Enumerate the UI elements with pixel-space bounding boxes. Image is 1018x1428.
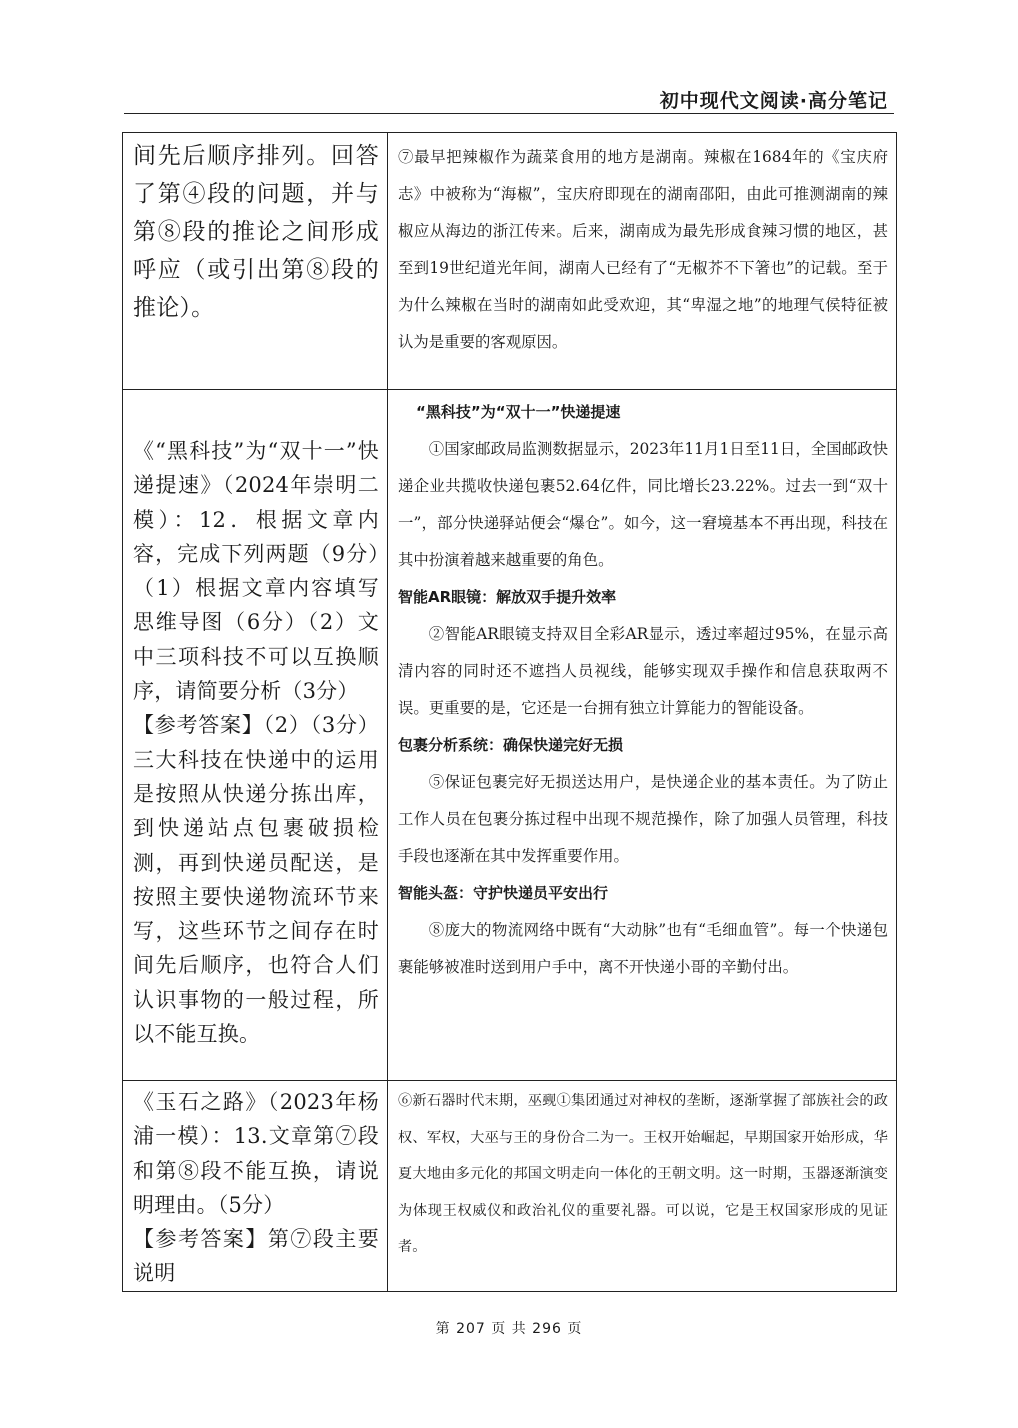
question-cell: [123, 1081, 388, 1292]
passage-paragraph: ⑤保证包裹完好无损送达用户，是快递企业的基本责任。为了防止工作人员在包裹分拣过程中出现不规范操作，除了加强人员管理，科技手段也逐渐在其中发挥重要作用。: [398, 773, 888, 865]
page-number: 第 207 页 共 296 页: [435, 1321, 583, 1337]
content-table: [122, 132, 897, 1292]
question-cell: [123, 390, 388, 1081]
table-row: [123, 133, 897, 390]
passage-cell: [388, 133, 897, 390]
answer-text: 间先后顺序排列。回答了第④段的问题，并与第⑧段的推论之间形成呼应（或引出第⑧段的推论）。: [133, 143, 379, 321]
header-divider: [124, 113, 894, 114]
section-heading: 智能AR眼镜：解放双手提升效率: [398, 588, 617, 606]
reference-answer: 【参考答案】（2）（3分）三大科技在快递中的运用是按照从快递分拣出库，到快递站点包裹破损检测，再到快递员配送，是按照主要快递物流环节来写，这些环节之间存在时间先后顺序，也符合人们认识事物的一般过程，所以不能互换。: [133, 713, 379, 1047]
passage-paragraph: ⑧庞大的物流网络中既有“大动脉”也有“毛细血管”。每一个快递包裹能够被准时送到用户手中，离不开快递小哥的辛勤付出。: [398, 921, 888, 976]
table-row: [123, 390, 897, 1081]
passage-paragraph: ⑦最早把辣椒作为蔬菜食用的地方是湖南。辣椒在1684年的《宝庆府志》中被称为“海椒”，宝庆府即现在的湖南邵阳，由此可推测湖南的辣椒应从海边的浙江传来。后来，湖南成为最先形成食辣习惯的地区，甚至到19世纪道光年间，湖南人已经有了“无椒芥不下箸也”的记载。至于为什么辣椒在当时的湖南如此受欢迎，其“卑湿之地”的地理气侯特征被认为是重要的客观原因。: [398, 148, 888, 351]
question-text: 《玉石之路》（2023年杨浦一模）：13.文章第⑦段和第⑧段不能互换，请说明理由。（5分）: [133, 1090, 379, 1217]
passage-paragraph: ①国家邮政局监测数据显示，2023年11月1日至11日，全国邮政快递企业共揽收快递包裹52.64亿件，同比增长23.22%。过去一到“双十一”，部分快递驿站便会“爆仓”。如今，这一窘境基本不再出现，科技在其中扮演着越来越重要的角色。: [398, 440, 888, 569]
passage-cell: [388, 1081, 897, 1292]
section-heading: 包裹分析系统：确保快递完好无损: [398, 736, 624, 754]
table-row: [123, 1081, 897, 1292]
section-heading: 智能头盔：守护快递员平安出行: [398, 884, 609, 902]
question-text: 《“黑科技”为“双十一”快递提速》（2024年崇明二模）：12．根据文章内容，完成下列两题（9分）（1）根据文章内容填写思维导图（6分）（2）文中三项科技不可以互换顺序，请简要分析（3分）: [133, 439, 379, 704]
passage-paragraph: ②智能AR眼镜支持双目全彩AR显示，透过率超过95%，在显示高清内容的同时还不遮挡人员视线，能够实现双手操作和信息获取两不误。更重要的是，它还是一台拥有独立计算能力的智能设备。: [398, 625, 888, 717]
passage-cell: [388, 390, 897, 1081]
article-title: “黑科技”为“双十一”快递提速: [416, 403, 621, 421]
header-title: 初中现代文阅读·高分笔记: [659, 90, 888, 112]
answer-cell: [123, 133, 388, 390]
reference-answer: 【参考答案】第⑦段主要说明: [133, 1227, 379, 1286]
passage-paragraph: ⑥新石器时代末期，巫觋①集团通过对神权的垄断，逐渐掌握了部族社会的政权、军权，大巫与王的身份合二为一。王权开始崛起，早期国家开始形成，华夏大地由多元化的邦国文明走向一体化的王朝文明。这一时期，玉器逐渐演变为体现王权威仪和政治礼仪的重要礼器。可以说，它是王权国家形成的见证者。: [398, 1093, 888, 1255]
